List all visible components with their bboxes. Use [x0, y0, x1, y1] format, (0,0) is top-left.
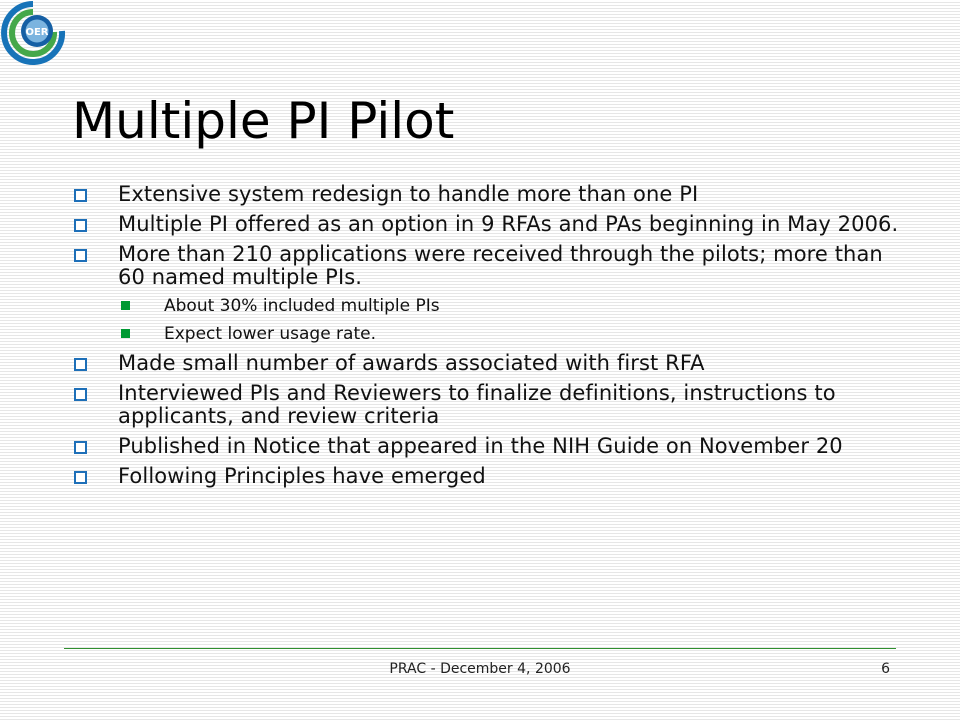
sub-bullet-item — [72, 324, 912, 344]
footer-divider — [64, 648, 896, 649]
bullet-text: Published in Notice that appeared in the NIH Guide on November 20 — [118, 434, 843, 458]
oer-logo-icon — [0, 0, 66, 66]
bullet-item — [72, 213, 912, 236]
bullet-item — [72, 465, 912, 488]
hollow-square-bullet-icon — [74, 358, 87, 371]
hollow-square-bullet-icon — [74, 471, 87, 484]
bullet-item — [72, 352, 912, 375]
slide-title: Multiple PI Pilot — [72, 92, 455, 150]
sub-bullet-text: About 30% included multiple PIs — [164, 296, 440, 316]
filled-square-bullet-icon — [121, 301, 130, 310]
footer-text: PRAC - December 4, 2006 — [389, 661, 571, 677]
bullet-text: Multiple PI offered as an option in 9 RFAs and PAs beginning in May 2006. — [118, 212, 899, 236]
hollow-square-bullet-icon — [74, 388, 87, 401]
bullet-text: Interviewed PIs and Reviewers to finalize definitions, instructions to applicants, and review criteria — [118, 381, 836, 428]
bullet-item — [72, 435, 912, 458]
hollow-square-bullet-icon — [74, 249, 87, 262]
bullet-item — [72, 243, 912, 289]
page-number: 6 — [881, 661, 890, 677]
bullet-item — [72, 382, 912, 428]
hollow-square-bullet-icon — [74, 441, 87, 454]
bullet-item — [72, 183, 912, 206]
oer-logo-text: OER — [25, 27, 49, 38]
bullet-text: More than 210 applications were received through the pilots; more than 60 named multiple PIs. — [118, 242, 883, 289]
bullet-text: Made small number of awards associated with first RFA — [118, 351, 705, 375]
filled-square-bullet-icon — [121, 329, 130, 338]
hollow-square-bullet-icon — [74, 219, 87, 232]
hollow-square-bullet-icon — [74, 189, 87, 202]
bullet-text: Following Principles have emerged — [118, 464, 486, 488]
sub-bullet-item — [72, 296, 912, 316]
oer-logo — [0, 0, 66, 66]
sub-bullet-text: Expect lower usage rate. — [164, 324, 376, 344]
bullet-text: Extensive system redesign to handle more than one PI — [118, 182, 699, 206]
bullet-list — [72, 183, 912, 495]
